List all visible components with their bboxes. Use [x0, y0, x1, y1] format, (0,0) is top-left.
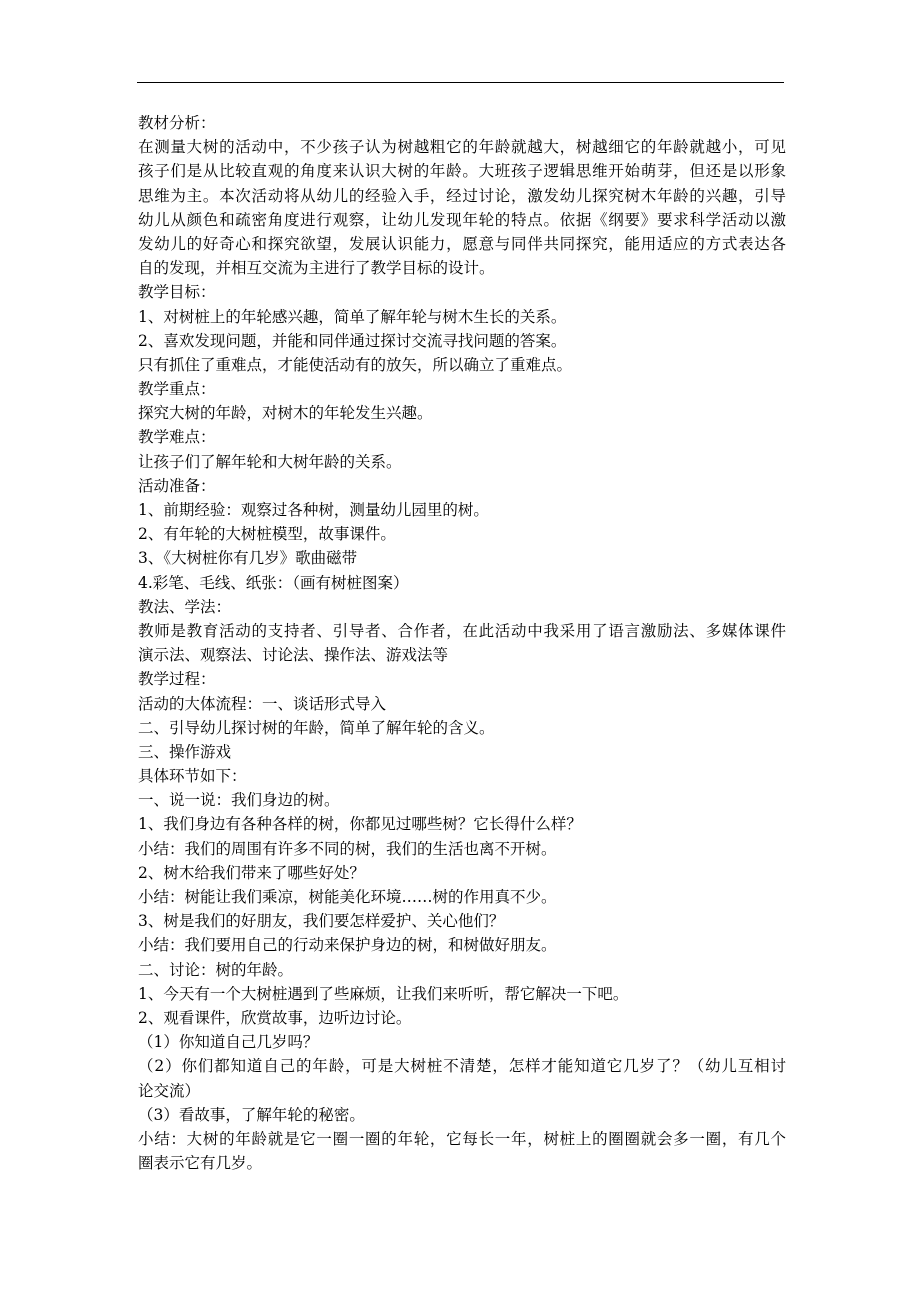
- text-line: 3、《大树桩你有几岁》歌曲磁带: [138, 549, 358, 568]
- text-line: 1、我们身边有各种各样的树，你都见过哪些树？它长得什么样？: [138, 815, 582, 834]
- text-line: 教学目标：: [138, 283, 216, 302]
- document-body: [138, 111, 786, 1175]
- text-line: 2、有年轮的大树桩模型，故事课件。: [138, 525, 396, 544]
- text-line: 2、观看课件，欣赏故事，边听边讨论。: [138, 1008, 412, 1027]
- text-line: 具体环节如下：: [138, 767, 247, 786]
- text-line: 1、对树桩上的年轮感兴趣，简单了解年轮与树木生长的关系。: [138, 307, 567, 326]
- text-line: （1）你知道自己几岁吗？: [138, 1033, 319, 1052]
- text-line: 教学重点：: [138, 380, 216, 399]
- text-line: 小结：我们的周围有许多不同的树，我们的生活也离不开树。: [138, 839, 557, 858]
- text-line: 只有抓住了重难点，才能使活动有的放矢，所以确立了重难点。: [138, 355, 573, 374]
- text-line: 论交流）: [138, 1081, 201, 1100]
- text-line: 孩子们是从比较直观的角度来认识大树的年龄。大班孩子逻辑思维开始萌芽，但还是以形象: [138, 162, 786, 181]
- text-line: 小结：树能让我们乘凉，树能美化环境……树的作用真不少。: [138, 888, 557, 906]
- text-line: 发幼儿的好奇心和探究欲望，发展认识能力，愿意与同伴共同探究，能用适应的方式表达各: [138, 234, 786, 253]
- text-line: 教学过程：: [138, 670, 216, 689]
- text-line: 一、说一说：我们身边的树。: [138, 791, 340, 810]
- text-line: 教法、学法：: [138, 597, 232, 616]
- text-line: 自的发现，并相互交流为主进行了教学目标的设计。: [138, 259, 495, 278]
- text-line: 3、树是我们的好朋友，我们要怎样爱护、关心他们？: [138, 912, 505, 931]
- text-line: （2）你们都知道自己的年龄，可是大树桩不清楚，怎样才能知道它几岁了？（幼儿互相讨: [138, 1057, 786, 1076]
- text-line: 4.彩笔、毛线、纸张：（画有树桩图案）: [138, 573, 409, 592]
- text-line: 活动的大体流程：一、谈话形式导入: [138, 694, 387, 713]
- text-line: 2、树木给我们带来了哪些好处？: [138, 863, 365, 882]
- text-line: 在测量大树的活动中，不少孩子认为树越粗它的年龄就越大，树越细它的年龄就越小，可见: [138, 138, 786, 157]
- text-line: 小结：我们要用自己的行动来保护身边的树，和树做好朋友。: [138, 936, 557, 955]
- text-line: 教师是教育活动的支持者、引导者、合作者，在此活动中我采用了语言激励法、多媒体课件: [138, 621, 786, 640]
- text-line: 思维为主。本次活动将从幼儿的经验入手，经过讨论，激发幼儿探究树木年龄的兴趣，引导: [138, 186, 786, 205]
- text-line: 小结：大树的年龄就是它一圈一圈的年轮，它每长一年，树桩上的圈圈就会多一圈，有几个: [138, 1129, 786, 1148]
- text-line: 探究大树的年龄，对树木的年轮发生兴趣。: [138, 404, 433, 423]
- header-rule: [137, 82, 784, 83]
- text-line: 活动准备：: [138, 476, 216, 495]
- text-line: 让孩子们了解年轮和大树年龄的关系。: [138, 452, 402, 471]
- text-line: （3）看故事，了解年轮的秘密。: [138, 1105, 365, 1124]
- text-line: 演示法、观察法、讨论法、操作法、游戏法等: [138, 646, 449, 665]
- text-line: 2、喜欢发现问题，并能和同伴通过探讨交流寻找问题的答案。: [138, 331, 567, 350]
- text-line: 教学难点：: [138, 428, 216, 447]
- text-line: 圈表示它有几岁。: [138, 1154, 263, 1173]
- text-line: 幼儿从颜色和疏密角度进行观察，让幼儿发现年轮的特点。依据《纲要》要求科学活动以激: [138, 210, 786, 229]
- text-line: 1、前期经验：观察过各种树，测量幼儿园里的树。: [138, 501, 489, 519]
- text-line: 1、今天有一个大树桩遇到了些麻烦，让我们来听听，帮它解决一下吧。: [138, 984, 629, 1003]
- text-line: 教材分析：: [138, 114, 216, 132]
- text-line: 二、引导幼儿探讨树的年龄，简单了解年轮的含义。: [138, 718, 495, 737]
- text-line: 二、讨论：树的年龄。: [138, 960, 294, 979]
- text-line: 三、操作游戏: [138, 742, 232, 761]
